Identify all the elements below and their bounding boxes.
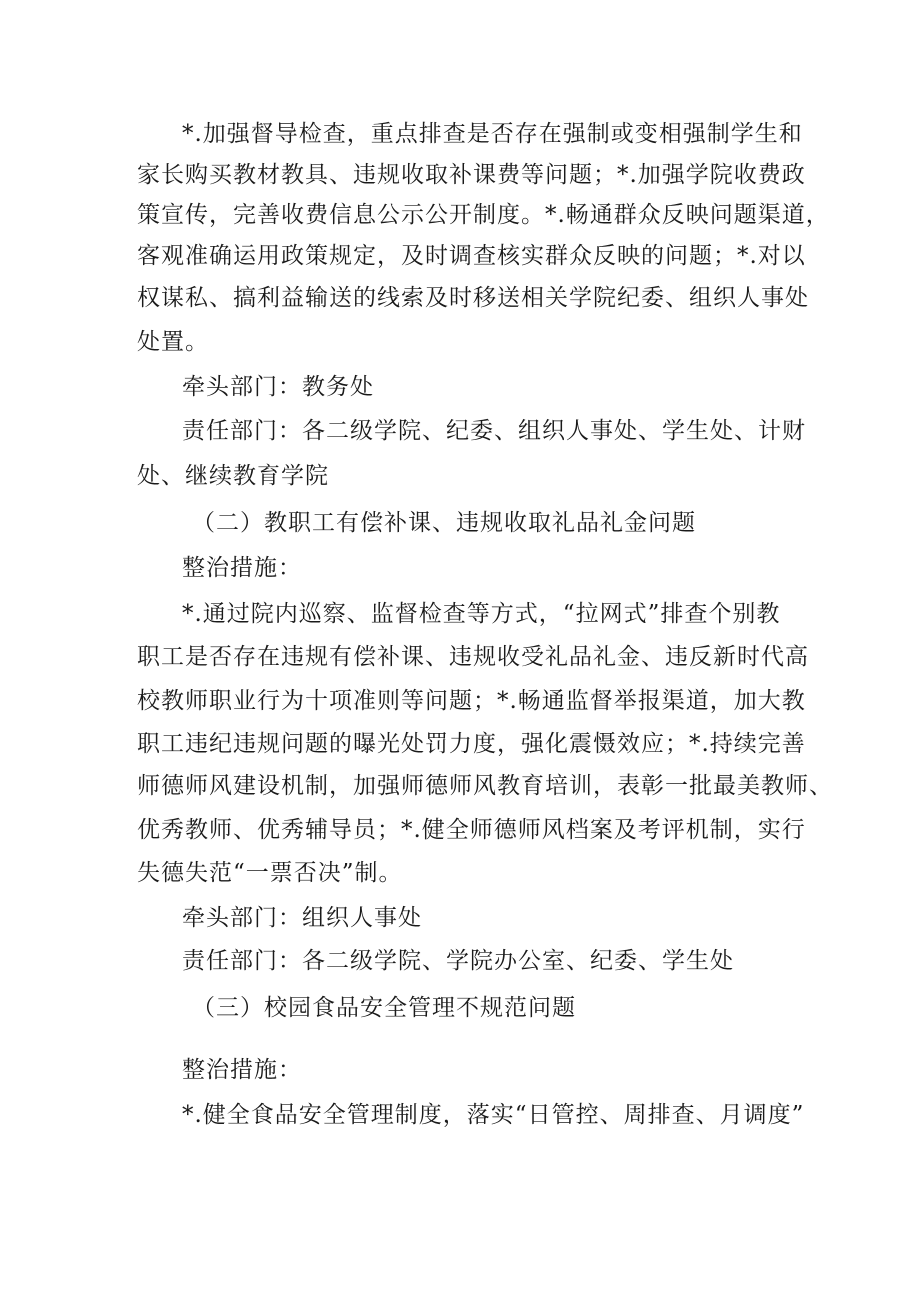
paragraph-line: 优秀教师、优秀辅导员；*.健全师德师风档案及考评机制，实行 bbox=[137, 817, 806, 843]
section-heading: （二）教职工有偿补课、违规收取礼品礼金问题 bbox=[192, 510, 696, 536]
responsible-departments: 责任部门：各二级学院、学院办公室、纪委、学生处 bbox=[182, 948, 734, 974]
responsible-departments-cont: 处、继续教育学院 bbox=[137, 463, 329, 489]
measures-label: 整治措施： bbox=[182, 555, 302, 581]
paragraph-line: *.健全食品安全管理制度，落实“日管控、周排查、月调度” bbox=[182, 1102, 805, 1128]
paragraph-line: 职工是否存在违规有偿补课、违规收受礼品礼金、违反新时代高 bbox=[137, 644, 809, 670]
paragraph-line: *.通过院内巡察、监督检查等方式，“拉网式”排查个别教 bbox=[182, 601, 781, 627]
lead-department: 牵头部门：组织人事处 bbox=[182, 905, 422, 931]
paragraph-line: 处置。 bbox=[137, 329, 209, 355]
paragraph-line: 职工违纪违规问题的曝光处罚力度，强化震慑效应；*.持续完善 bbox=[137, 731, 806, 757]
measures-label: 整治措施： bbox=[182, 1057, 302, 1083]
paragraph-line: 策宣传，完善收费信息公示公开制度。*.畅通群众反映问题渠道， bbox=[137, 202, 830, 228]
paragraph-line: 客观准确运用政策规定，及时调查核实群众反映的问题；*.对以 bbox=[137, 243, 806, 269]
paragraph-line: 师德师风建设机制，加强师德师风教育培训，表彰一批最美教师、 bbox=[137, 773, 833, 799]
paragraph-line: 权谋私、搞利益输送的线索及时移送相关学院纪委、组织人事处 bbox=[137, 285, 809, 311]
lead-department: 牵头部门：教务处 bbox=[182, 374, 374, 400]
paragraph-line: *.加强督导检查，重点排查是否存在强制或变相强制学生和 bbox=[182, 121, 803, 147]
section-heading: （三）校园食品安全管理不规范问题 bbox=[192, 995, 576, 1021]
responsible-departments: 责任部门：各二级学院、纪委、组织人事处、学生处、计财 bbox=[182, 418, 806, 444]
paragraph-line: 校教师职业行为十项准则等问题；*.畅通监督举报渠道，加大教 bbox=[137, 688, 806, 714]
paragraph-line: 失德失范“一票否决”制。 bbox=[137, 860, 403, 886]
paragraph-line: 家长购买教材教具、违规收取补课费等问题；*.加强学院收费政 bbox=[137, 162, 806, 188]
